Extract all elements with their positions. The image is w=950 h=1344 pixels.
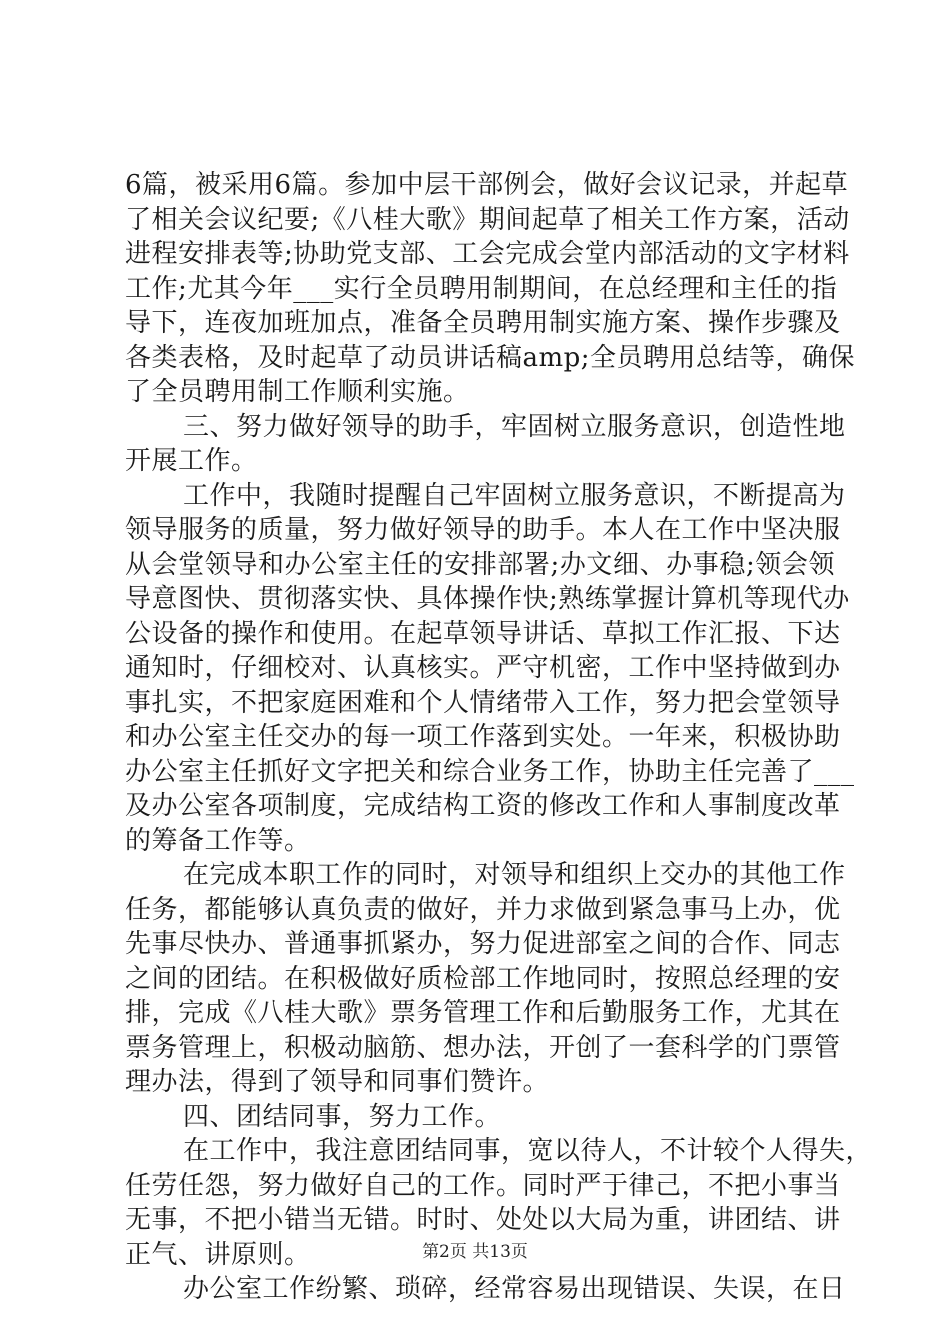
text-line: 工作;尤其今年___实行全员聘用制期间，在总经理和主任的指 [125,273,838,304]
text-line: 的筹备工作等。 [125,825,311,856]
text-line: 正气、讲原则。 [125,1239,311,1270]
text-line: 任劳任怨，努力做好自己的工作。同时严于律己，不把小事当 [125,1170,841,1201]
text-line: 先事尽快办、普通事抓紧办，努力促进部室之间的合作、同志 [125,929,841,959]
text-line: 办公室主任抓好文字把关和综合业务工作，协助主任完善了___ [125,756,855,787]
text-line: 理办法，得到了领导和同事们赞许。 [125,1067,550,1097]
text-line: 在完成本职工作的同时，对领导和组织上交办的其他工作 [183,860,846,890]
text-line: 领导服务的质量，努力做好领导的助手。本人在工作中坚决服 [125,515,841,545]
text-line: 各类表格，及时起草了动员讲话稿amp;全员聘用总结等，确保 [125,342,856,373]
page-footer: 第2页 共13页 [422,1242,528,1262]
text-line: 和办公室主任交办的每一项工作落到实处。一年来，积极协助 [125,722,841,752]
text-line: 了全员聘用制工作顺利实施。 [125,377,470,407]
text-line: 事扎实，不把家庭困难和个人情绪带入工作，努力把会堂领导 [125,687,841,718]
text-line: 无事，不把小错当无错。时时、处处以大局为重，讲团结、讲 [125,1205,841,1235]
text-line: 及办公室各项制度，完成结构工资的修改工作和人事制度改革 [125,791,841,821]
text-line: 导意图快、贯彻落实快、具体操作快;熟练掌握计算机等现代办 [125,584,850,614]
text-line: 通知时，仔细校对、认真核实。严守机密，工作中坚持做到办 [125,653,841,683]
text-line: 了相关会议纪要;《八桂大歌》期间起草了相关工作方案，活动 [125,204,850,235]
text-line: 6篇，被采用6篇。参加中层干部例会，做好会议记录，并起草 [125,170,849,200]
document-body [125,168,873,1307]
text-line: 排，完成《八桂大歌》票务管理工作和后勤服务工作，尤其在 [125,998,841,1028]
text-line: 之间的团结。在积极做好质检部工作地同时，按照总经理的安 [125,963,841,994]
text-line: 任务，都能够认真负责的做好，并力求做到紧急事马上办，优 [125,894,841,925]
text-line: 从会堂领导和办公室主任的安排部署;办文细、办事稳;领会领 [125,549,835,580]
text-line: 办公室工作纷繁、琐碎，经常容易出现错误、失误，在日 [183,1274,846,1304]
text-line: 导下，连夜加班加点，准备全员聘用制实施方案、操作步骤及 [125,308,841,338]
text-line: 四、团结同事，努力工作。 [183,1101,502,1132]
text-line: 在工作中，我注意团结同事，宽以待人，不计较个人得失， [183,1136,873,1166]
text-line: 开展工作。 [125,446,258,476]
text-line: 票务管理上，积极动脑筋、想办法，开创了一套科学的门票管 [125,1032,841,1063]
text-line: 公设备的操作和使用。在起草领导讲话、草拟工作汇报、下达 [125,618,841,649]
text-line: 工作中，我随时提醒自己牢固树立服务意识，不断提高为 [183,480,846,511]
text-line: 三、努力做好领导的助手，牢固树立服务意识，创造性地 [183,411,846,442]
text-line: 进程安排表等;协助党支部、工会完成会堂内部活动的文字材料 [125,239,850,269]
